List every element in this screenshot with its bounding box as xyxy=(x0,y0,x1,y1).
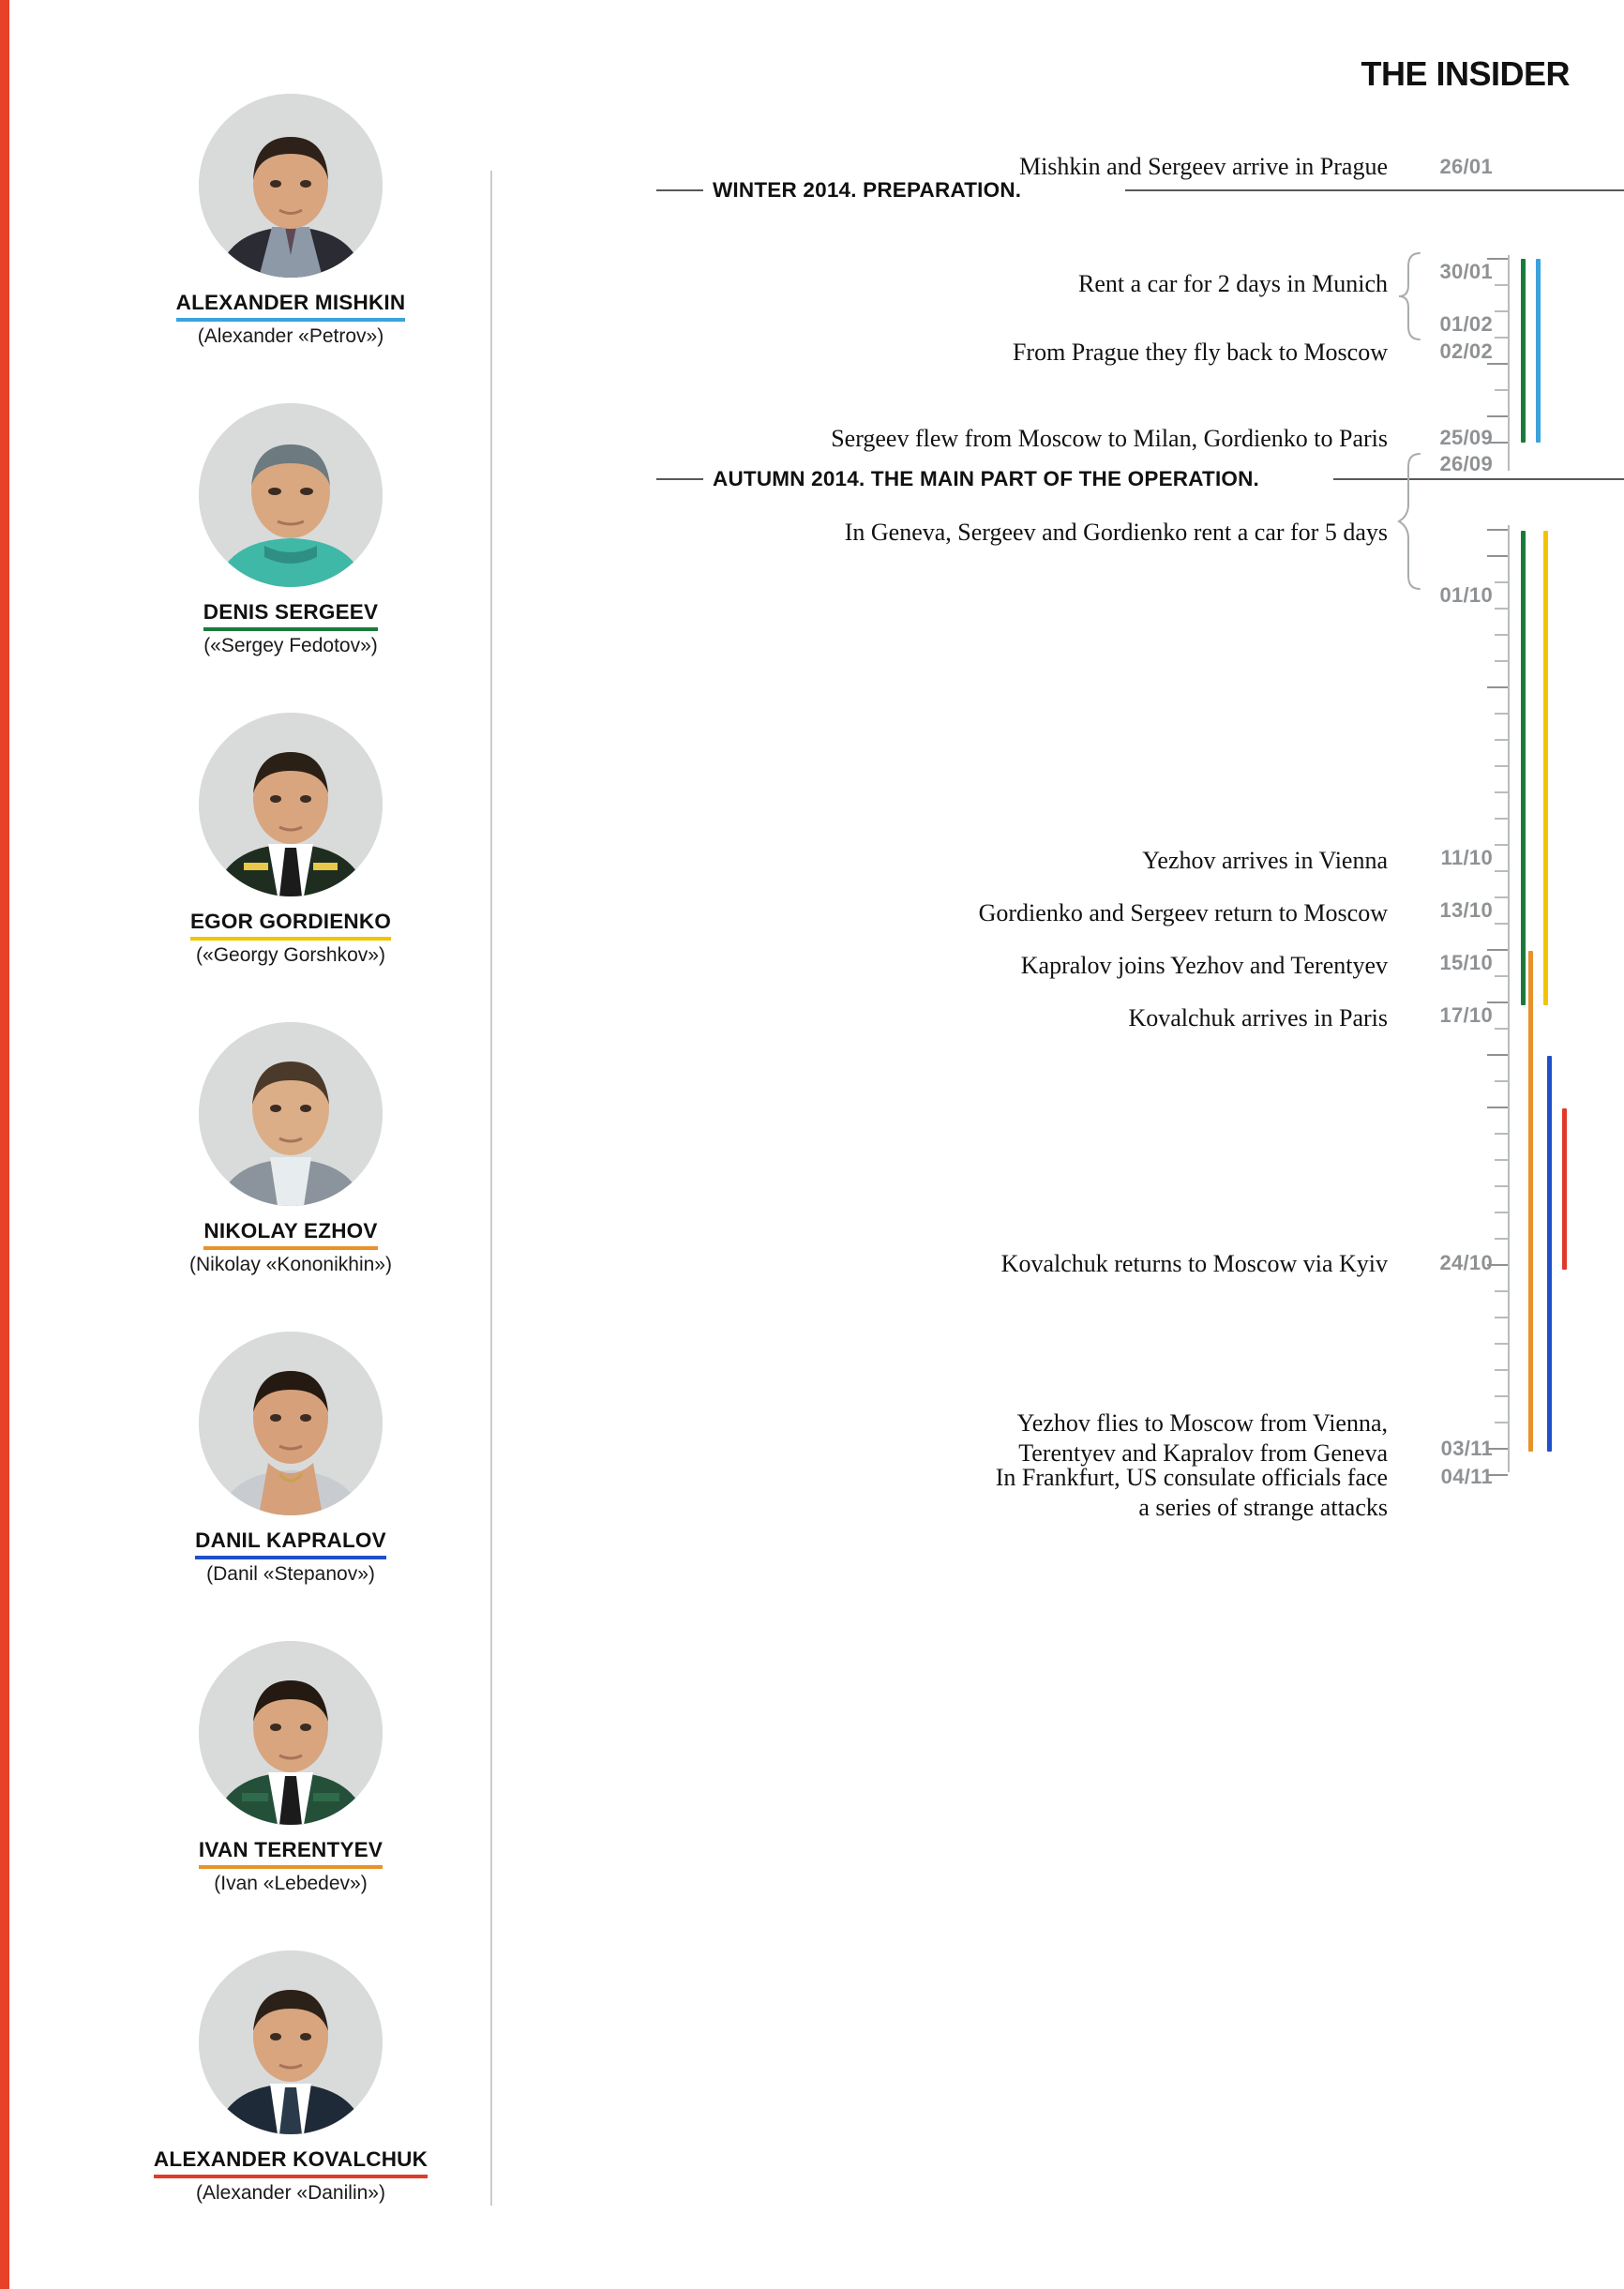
tick-minor xyxy=(1495,713,1508,715)
person-alias: («Georgy Gorshkov») xyxy=(196,944,385,966)
bar-ezhov-terentyev xyxy=(1528,951,1533,1452)
event-label-e8: Kapralov joins Yezhov and Terentyev xyxy=(1020,952,1388,979)
tick-minor xyxy=(1495,896,1508,898)
bar-kapralov xyxy=(1547,1056,1552,1452)
tick-minor xyxy=(1495,1028,1508,1030)
person-name: IVAN TERENTYEV xyxy=(199,1838,383,1869)
section-label: WINTER 2014. PREPARATION. xyxy=(713,178,1022,202)
tick-minor xyxy=(1495,337,1508,339)
tick-0110 xyxy=(1487,686,1508,688)
person-card-kapralov xyxy=(94,1332,488,1586)
tick-0102 xyxy=(1487,415,1508,417)
bar-sergeev-winter xyxy=(1521,259,1526,443)
avatar xyxy=(199,1950,383,2134)
tick-minor xyxy=(1495,634,1508,636)
tick-minor xyxy=(1495,765,1508,767)
tick-minor xyxy=(1495,818,1508,820)
event-label-e6: Yezhov arrives in Vienna xyxy=(1142,847,1388,874)
event-label-e2: Rent a car for 2 days in Munich xyxy=(1078,270,1388,297)
tick-minor xyxy=(1495,389,1508,391)
avatar xyxy=(199,94,383,278)
person-name: NIKOLAY EZHOV xyxy=(203,1219,377,1250)
event-date-e4: 25/09 xyxy=(1439,426,1493,449)
person-name: ALEXANDER MISHKIN xyxy=(176,291,406,322)
event-date-e5-from: 26/09 xyxy=(1439,452,1493,475)
person-name: DENIS SERGEEV xyxy=(203,600,378,631)
tick-minor xyxy=(1495,1422,1508,1423)
portrait-kovalchuk xyxy=(199,1950,383,2134)
tick-2609 xyxy=(1487,555,1508,557)
portrait-kapralov xyxy=(199,1332,383,1515)
event-label-e12: In Frankfurt, US consulate officials face a series of strange attacks xyxy=(995,1464,1388,1521)
avatar xyxy=(199,1332,383,1515)
tick-minor xyxy=(1495,1317,1508,1318)
person-name: EGOR GORDIENKO xyxy=(190,910,391,941)
axis-winter xyxy=(1508,255,1510,471)
tick-1510 xyxy=(1487,1054,1508,1056)
tick-minor xyxy=(1495,1133,1508,1135)
bar-kovalchuk xyxy=(1562,1108,1567,1270)
event-label-e9: Kovalchuk arrives in Paris xyxy=(1128,1004,1388,1032)
tick-minor xyxy=(1495,975,1508,977)
person-alias: (Nikolay «Kononikhin») xyxy=(189,1254,392,1275)
bar-sergeev-autumn xyxy=(1521,531,1526,1005)
tick-minor xyxy=(1495,844,1508,846)
range-brace-e5 xyxy=(1397,452,1421,591)
event-date-e2-from: 30/01 xyxy=(1439,260,1493,283)
tick-minor xyxy=(1495,923,1508,925)
masthead-logo: THE INSIDER xyxy=(1361,54,1570,93)
person-alias: (Danil «Stepanov») xyxy=(206,1563,375,1585)
tick-minor xyxy=(1495,660,1508,662)
tick-minor xyxy=(1495,1159,1508,1161)
event-label-e5: In Geneva, Sergeev and Gordienko rent a car for 5 days xyxy=(844,519,1388,546)
event-date-e11: 03/11 xyxy=(1440,1437,1493,1460)
tick-minor xyxy=(1495,310,1508,312)
tick-minor xyxy=(1495,870,1508,872)
event-label-e3: From Prague they fly back to Moscow xyxy=(1012,339,1388,366)
person-card-kovalchuk xyxy=(94,1950,488,2205)
person-card-mishkin xyxy=(94,94,488,348)
event-label-e4: Sergeev flew from Moscow to Milan, Gordienko to Paris xyxy=(831,425,1388,452)
section-rule-right xyxy=(1125,189,1624,191)
event-label-e7: Gordienko and Sergeev return to Moscow xyxy=(978,899,1388,926)
event-date-e8: 15/10 xyxy=(1439,951,1493,974)
bar-mishkin-winter xyxy=(1536,259,1541,443)
tick-minor xyxy=(1495,1290,1508,1292)
section-rule-left xyxy=(656,478,703,480)
tick-minor xyxy=(1495,1343,1508,1345)
event-date-e9: 17/10 xyxy=(1439,1003,1493,1027)
person-card-sergeev xyxy=(94,403,488,657)
event-date-e7: 13/10 xyxy=(1439,898,1493,922)
person-alias: (Alexander «Danilin») xyxy=(196,2182,385,2204)
avatar xyxy=(199,1022,383,1206)
portrait-ezhov xyxy=(199,1022,383,1206)
person-alias: (Ivan «Lebedev») xyxy=(214,1873,368,1894)
tick-minor xyxy=(1495,1212,1508,1213)
avatar xyxy=(199,713,383,896)
section-rule-left xyxy=(656,189,703,191)
person-name: DANIL KAPRALOV xyxy=(195,1529,386,1559)
person-alias: (Alexander «Petrov») xyxy=(197,325,384,347)
portrait-gordienko xyxy=(199,713,383,896)
event-date-e1: 26/01 xyxy=(1439,155,1493,178)
event-label-e11: Yezhov flies to Moscow from Vienna, Terentyev and Kapralov from Geneva xyxy=(1016,1409,1388,1467)
vertical-divider xyxy=(490,171,492,2206)
portrait-sergeev xyxy=(199,403,383,587)
event-date-e3: 02/02 xyxy=(1439,339,1493,363)
tick-minor xyxy=(1495,739,1508,741)
tick-minor xyxy=(1495,284,1508,286)
left-accent-stripe xyxy=(0,0,9,2289)
tick-minor xyxy=(1495,1080,1508,1082)
event-label-e1: Mishkin and Sergeev arrive in Prague xyxy=(1018,153,1388,180)
person-name: ALEXANDER KOVALCHUK xyxy=(154,2147,428,2178)
portrait-terentyev xyxy=(199,1641,383,1825)
tick-minor xyxy=(1495,1238,1508,1240)
section-rule-right xyxy=(1333,478,1624,480)
tick-minor xyxy=(1495,1395,1508,1397)
event-date-e10: 24/10 xyxy=(1439,1251,1493,1274)
tick-minor xyxy=(1495,1185,1508,1187)
event-date-e6: 11/10 xyxy=(1440,846,1493,869)
tick-minor xyxy=(1495,581,1508,583)
tick-minor xyxy=(1495,791,1508,793)
event-date-e5-to: 01/10 xyxy=(1439,583,1493,607)
section-label: AUTUMN 2014. THE MAIN PART OF THE OPERATION. xyxy=(713,467,1260,490)
axis-autumn xyxy=(1508,525,1510,1472)
person-card-ezhov xyxy=(94,1022,488,1276)
avatar xyxy=(199,403,383,587)
event-date-e2-to: 01/02 xyxy=(1439,312,1493,336)
event-date-e12: 04/11 xyxy=(1440,1465,1493,1488)
tick-minor xyxy=(1495,1369,1508,1371)
person-card-gordienko xyxy=(94,713,488,967)
tick-2509 xyxy=(1487,529,1508,531)
tick-1710 xyxy=(1487,1107,1508,1108)
bar-gordienko-autumn xyxy=(1543,531,1548,1005)
timeline xyxy=(525,113,1624,2269)
tick-minor xyxy=(1495,608,1508,610)
person-card-terentyev xyxy=(94,1641,488,1895)
avatar xyxy=(199,1641,383,1825)
person-alias: («Sergey Fedotov») xyxy=(203,635,378,656)
event-label-e10: Kovalchuk returns to Moscow via Kyiv xyxy=(1000,1250,1388,1277)
portrait-mishkin xyxy=(199,94,383,278)
